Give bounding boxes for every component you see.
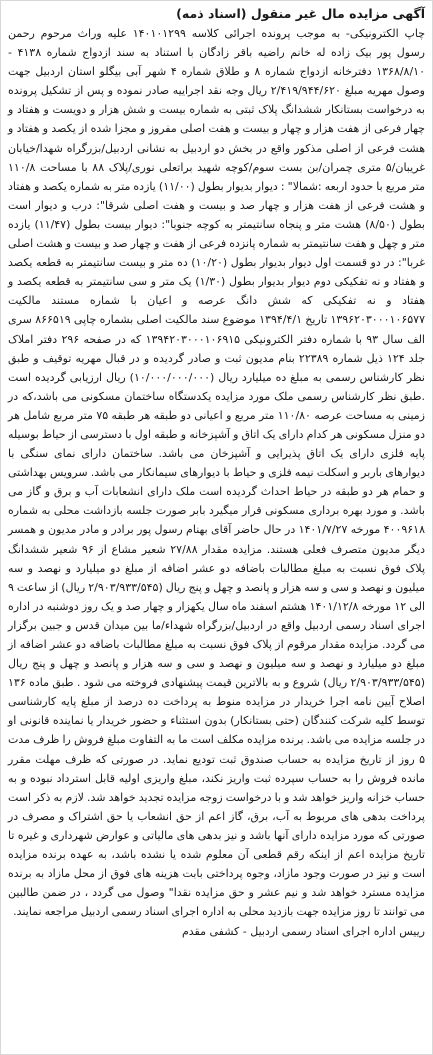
notice-title: آگهی مزایده مال غیر منقول (اسناد ذمه) [176,6,425,21]
notice-signature: رییس اداره اجرای اسناد رسمی اردبیل - کشفی مقدم [181,925,425,939]
notice-body: چاپ الکترونیکی- به موجب پرونده اجرائی کلاسه ۱۴۰۱۰۱۲۹۹ علیه وراث مرحوم رحمن رسول پور بیک زاده له خانم راضیه باقر زادگان با استناد به سند ازدواج شماره ۴۱۳۸ - ۱۳۶۸/۸/۱۰ دفترخانه ازدواج شماره ۸ و طلاق شماره ۴ شهر آبی بیگلو استان اردبیل جهت وصول مهریه مبلغ ۲/۴۱۹/۹۴۴/۶۲۰ ریال وجه نقد اجراییه صادر نموده و پس از تشکیل پرونده به درخواست بستانکار ششدانگ پلاک ثبتی به شماره بیست و شش هزار و دویست و هفتاد و چهار فرعی از هفت هزار و چهار و بیست و هفت اصلی مفروز و مجزا شده از یکصد و هفتاد و هشت فرعی از اصلی مذکور واقع در بخش دو اردبیل به نشانی اردبیل/بزرگراه شهدا/خیابان غریبان/۵ متری چمران/بن بست سوم/کوچه شهید براتعلی نوری/پلاک ۸۸ با مساحت ۱۱۰/۸ متر مربع با حدود اربعه :شمالا" : دیوار بدیوار بطول (۱۱/۰۰) یازده متر به شماره یکصد و هفتاد و هشت فرعی از هفت هزار و چهار صد و بیست و هفت اصلی شرقا": درب و دیوار است بطول (۸/۵۰) هشت متر و پنجاه سانتیمتر به کوچه جنوبا": دیوار بیست بطول (۱۱/۴۷) یازده متر و چهل و هفت سانتیمتر به شماره پانزده فرعی از هفت و چهار صد و بیست و هشت اصلی غربا": در دو قسمت اول دیوار بدیوار بطول (۱۰/۲۰) ده متر و بیست سانتیمتر به قطعه یکصد و هفتاد و نه تفکیکی دوم دیوار بدیوار بطول (۱/۳۰) یک متر و سی سانتیمتر به قطعه یکصد و هفتاد و نه تفکیکی که شش دانگ عرصه و اعیان با شماره مستند مالکیت ۱۳۹۶۲۰۳۰۰۰۱۰۶۵۷۷ تاریخ ۱۳۹۴/۴/۱ موضوع سند مالکیت اصلی بشماره چاپی ۸۶۶۵۱۹ سری الف سال ۹۳ با شماره دفتر الکترونیکی ۱۳۹۴۲۰۳۰۰۰۱۰۶۹۱۵ که در صفحه ۲۹۶ دفتر املاک جلد ۱۲۴ ذیل شماره ۲۲۳۸۹ بنام مدیون ثبت و صادر گردیده و در قبال مهریه توقیف و طبق نظر کارشناس رسمی به مبلغ ده میلیارد ریال (۱۰/۰۰۰/۰۰۰/۰۰۰) ریال ارزیابی گردیده است .طبق نظر کارشناس رسمی ملک مورد مزایده یکدستگاه ساختمان مسکونی می باشد،که در زمینی به مساحت عرصه ۱۱۰/۸۰ متر مربع و اعیانی دو طبقه هر طبقه ۷۵ متر مربع شامل هر دو منزل مسکونی هر کدام دارای یک اتاق و آشپزخانه و طبقه اول با دسترسی از حیاط بوسیله پایه فلزی دارای یک اتاق پذیرایی و آشپزخان می باشد. ساختمان دارای نمای سنگی با دیوارهای باربر و اسکلت نیمه فلزی و حیاط با دیوارهای سیمانکار می باشد. سرویس بهداشتی و حمام هر دو طبقه در حیاط احداث گردیده است ملک دارای انشعابات آب و برق و گاز می باشد. و مورد بهره برداری مسکونی قرار میگیرد بابر صورت جلسه بازداشت محلی به شماره ۴۰۰۹۶۱۸ مورخه ۱۴۰۱/۷/۲۷ در حال حاضر آقای بهنام رسول پور برادر و مادر مدیون و همسر دیگر مدیون متصرف فعلی هستند. مزایده مقدار ۲۷/۸۸ شعیر مشاع از ۹۶ شعیر ششدانگ پلاک فوق نسبت به مبلغ مطالبات باضافه دو عشر اضافه از مبلغ دو میلیارد و نهصد و سه میلیون و نهصد و سی و سه هزار و پانصد و چهل و پنج ریال (۲/۹۰۳/۹۳۳/۵۴۵ ریال) از ساعت ۹ الی ۱۲ مورخه ۱۴۰۱/۱۲/۸ هشتم اسفند ماه سال یکهزار و چهار صد و یک روز دوشنبه در اداره اجرای اسناد رسمی اردبیل واقع در اردبیل/بزرگراه شهداء/ما بین میدان قدس و جبین برگزار می گردد. مزایده مقدار مرقوم از پلاک فوق نسبت به مبلغ مطالبات باضافه دو عشر اضافه از مبلغ دو میلیارد و نهصد و سه میلیون و نهصد و سی و سه هزار و پانصد و چهل و پنج ریال (۲/۹۰۳/۹۳۳/۵۴۵ ریال) شروع و به بالاترین قیمت پیشنهادی فروخته می شود . طبق ماده ۱۳۶ اصلاح آیین نامه اجرا خریدار در مزایده منوط به پرداخت ده درصد از مبلغ پایه کارشناسی توسط کلیه شرکت کنندگان (حتی بستانکار) بدون استثناء و حضور خریدار یا نماینده قانونی او در جلسه مزایده می باشد. برنده مزایده مکلف است ما به التفاوت مبلغ فروش را ظرف مدت ۵ روز از تاریخ مزایده به حساب صندوق ثبت تودیع نماید. در صورتی که ظرف مهلت مقرر مانده فروش را به حساب سپرده ثبت واریز نکند، مبلغ واریزی اولیه قابل استرداد نبوده و به حساب خزانه واریز خواهد شد و با درخواست زوجه مزایده تجدید خواهد شد. لازم به ذکر است پرداخت بدهی های مربوط به آب، برق، گاز اعم از حق انشعاب یا حق اشتراک و مصرف در صورتی که مورد مزایده دارای آنها باشد و نیز بدهی های مالیاتی و عوارض شهرداری و غیره تا تاریخ مزایده اعم از اینکه رقم قطعی آن معلوم شده یا نشده باشد، به عهده برنده مزایده است و نیز در صورت وجود مازاد، وجوه پرداختی بابت هزینه های فوق از محل مازاد به برنده مزایده مسترد خواهد شد و نیم عشر و حق مزایده نقدا" وصول می گردد ، در ضمن طالبین می توانند تا روز مزایده جهت بازدید محلی به اداره اجرای اسناد رسمی اردبیل مراجعه نمایند. [8,27,426,919]
